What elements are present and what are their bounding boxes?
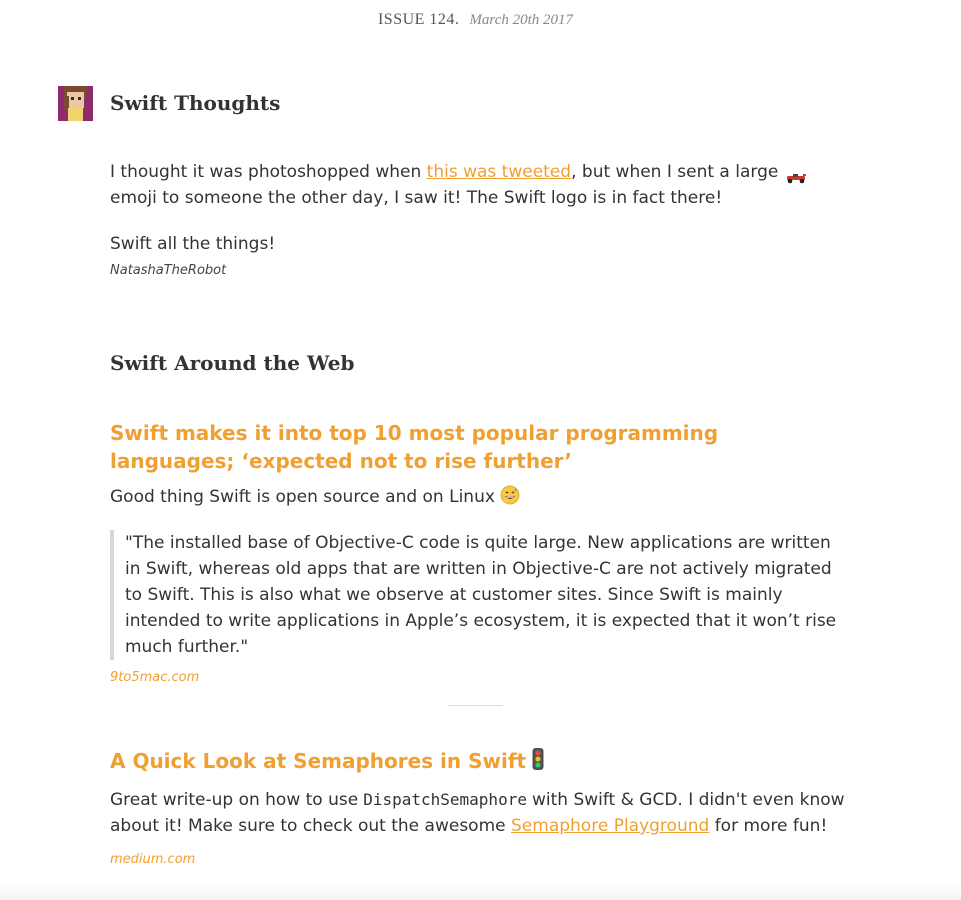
thoughts-body — [110, 159, 845, 278]
story-summary — [110, 787, 845, 839]
issue-number: ISSUE 124. — [377, 11, 460, 28]
thoughts-author: NatashaTheRobot — [110, 263, 227, 278]
story-source-link[interactable]: 9to5mac.com — [110, 670, 200, 685]
semaphore-playground-link[interactable]: Semaphore Playground — [511, 816, 710, 836]
section-heading-swift-thoughts: Swift Thoughts — [110, 91, 281, 115]
text: for more fun! — [709, 816, 828, 836]
story-1 — [110, 419, 845, 685]
code-dispatchsemaphore: DispatchSemaphore — [363, 790, 527, 809]
thoughts-paragraph-2: Swift all the things! — [110, 234, 276, 254]
page-bottom-shadow — [0, 882, 961, 900]
grinning-sweat-icon — [500, 485, 520, 505]
story-source-link[interactable]: medium.com — [110, 852, 196, 867]
traffic-light-icon — [532, 748, 544, 770]
thoughts-paragraph — [110, 159, 845, 211]
section-heading-around-the-web: Swift Around the Web — [110, 351, 355, 375]
text: emoji to someone the other day, I saw it! The Swift logo is in fact there! — [110, 188, 723, 208]
author-avatar[interactable] — [58, 86, 93, 121]
text: with Swift & GCD. I didn't even know about it! Make sure to check out the awesome — [110, 790, 845, 836]
issue-date: March 20th 2017 — [469, 12, 574, 28]
text: Great write-up on how to use — [110, 790, 359, 810]
text: I thought it was photoshopped when — [110, 162, 427, 182]
tweet-link[interactable]: this was tweeted — [426, 162, 572, 182]
issue-header — [0, 11, 951, 29]
story-2 — [110, 747, 845, 867]
story-title-text[interactable]: A Quick Look at Semaphores in Swift — [110, 749, 527, 773]
story-divider — [448, 705, 503, 706]
story-quote: "The installed base of Objective-C code is quite large. New applications are written in Swift, whereas old apps that are written in Objective-C are not actively migrated to Swift. This is also what we observe at customer sites. Since Swift is mainly intended to write applications in Apple’s ecosystem, it is expected that it won’t rise much further." — [110, 530, 845, 660]
story-summary — [110, 484, 845, 510]
story-title-link[interactable]: Swift makes it into top 10 most popular programming languages; ‘expected not to rise further’ — [110, 421, 719, 473]
story-title-link[interactable] — [110, 747, 845, 775]
text: , but when I sent a large — [571, 162, 784, 182]
race-car-icon — [785, 166, 807, 178]
text: Good thing Swift is open source and on Linux — [110, 487, 495, 507]
